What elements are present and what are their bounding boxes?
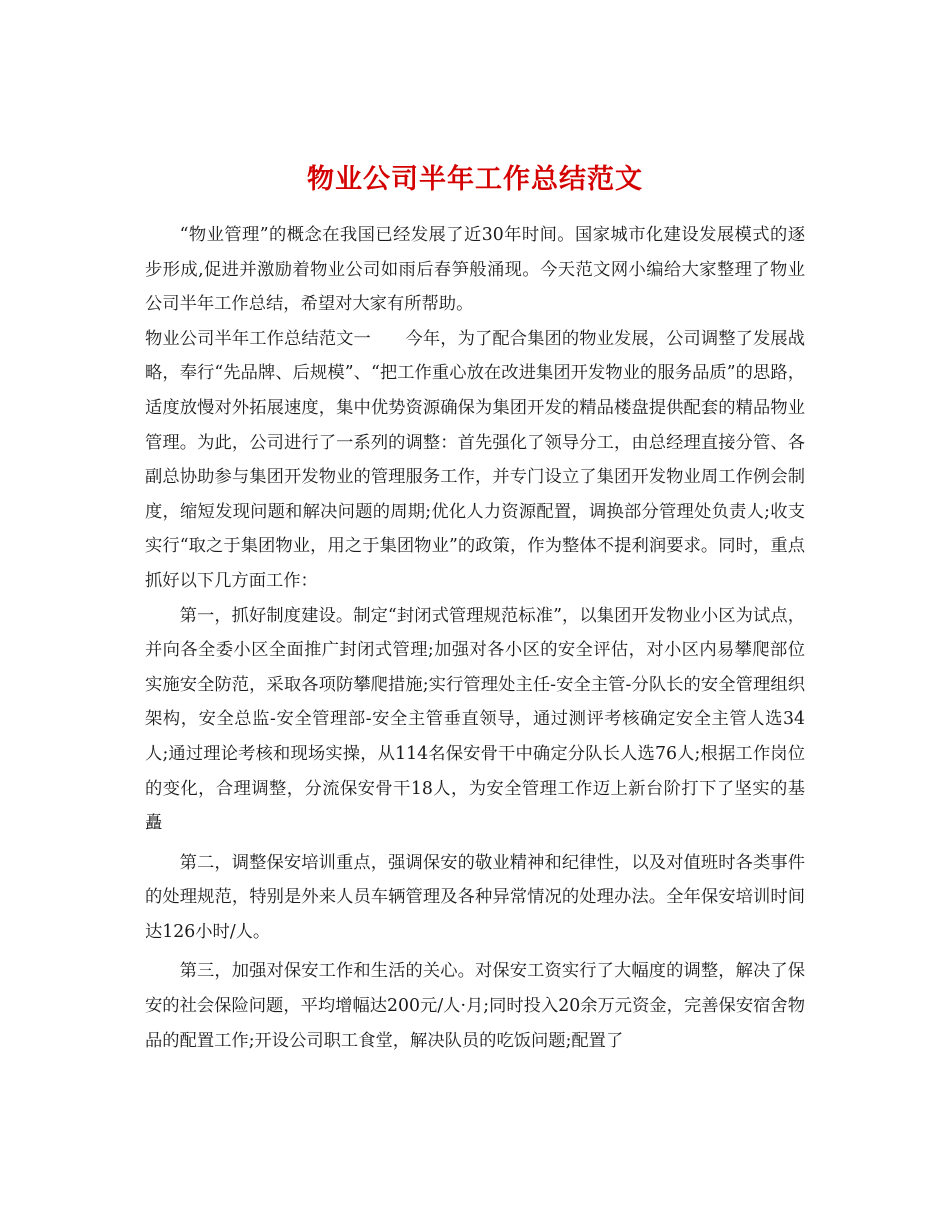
document-title: 物业公司半年工作总结范文 — [307, 164, 643, 196]
point2-paragraph: 第二，调整保安培训重点，强调保安的敬业精神和纪律性，以及对值班时各类事件的处理规范，特别是外来人员车辆管理及各种异常情况的处理办法。全年保安培训时间达126小时/人。 — [145, 852, 805, 942]
section1-heading: 物业公司半年工作总结范文一 — [145, 328, 371, 349]
section1-paragraph — [145, 322, 805, 599]
section1-text: 今年，为了配合集团的物业发展，公司调整了发展战略，奉行“先品牌、后规模”、“把工作重心放在改进集团开发物业的服务品质”的思路，适度放慢对外拓展速度，集中优势资源确保为集团开发的精品楼盘提供配套的精品物业管理。为此，公司进行了一系列的调整：首先强化了领导分工，由总经理直接分管、各副总协助参与集团开发物业的管理服务工作，并专门设立了集团开发物业周工作例会制度，缩短发现问题和解决问题的周期;优化人力资源配置，调换部分管理处负责人;收支实行“取之于集团物业，用之于集团物业”的政策，作为整体不提利润要求。同时，重点抓好以下几方面工作： — [145, 328, 805, 591]
point3-paragraph: 第三，加强对保安工作和生活的关心。对保安工资实行了大幅度的调整，解决了保安的社会保险问题，平均增幅达200元/人·月;同时投入20余万元资金，完善保安宿舍物品的配置工作;开设公司职工食堂，解决队员的吃饭问题;配置了 — [145, 961, 805, 1051]
point1-paragraph: 第一，抓好制度建设。制定“封闭式管理规范标准”，以集团开发物业小区为试点，并向各全委小区全面推广封闭式管理;加强对各小区的安全评估，对小区内易攀爬部位实施安全防范，采取各项防攀爬措施;实行管理处主任-安全主管-分队长的安全管理组织架构，安全总监-安全管理部-安全主管垂直领导，通过测评考核确定安全主管人选34人;通过理论考核和现场实操，从114名保安骨干中确定分队长人选76人;根据工作岗位的变化，合理调整，分流保安骨干18人，为安全管理工作迈上新台阶打下了坚实的基矗 — [145, 605, 805, 834]
intro-paragraph: “物业管理”的概念在我国已经发展了近30年时间。国家城市化建设发展模式的逐步形成,促进并激励着物业公司如雨后春笋般涌现。今天范文网小编给大家整理了物业公司半年工作总结，希望对大家有所帮助。 — [145, 225, 805, 315]
document-body — [145, 218, 805, 1058]
